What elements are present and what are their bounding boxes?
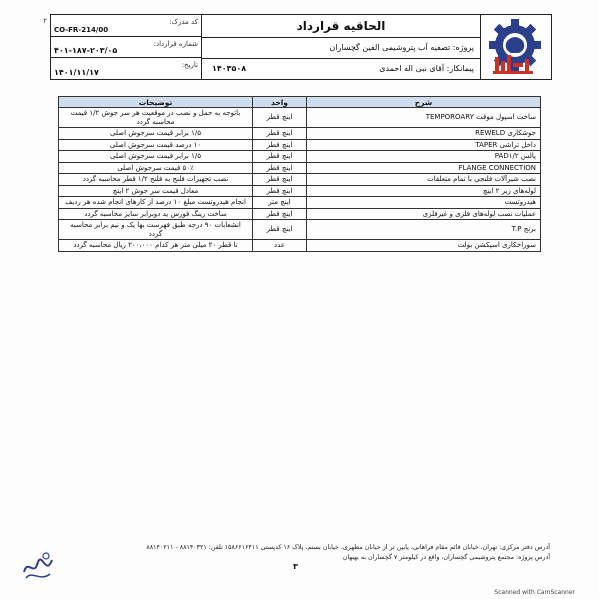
table-row: [59, 128, 541, 140]
row-name: جوشکاری REWELD: [307, 128, 541, 140]
page-marker: ۲: [43, 17, 47, 25]
row-unit: اینچ قطر: [253, 162, 307, 174]
doc-code-label: کد مدرک:: [169, 18, 198, 26]
table-row: [59, 174, 541, 186]
doc-code: CO-FR-214/00: [54, 25, 109, 34]
col-unit-header: واحد: [253, 97, 307, 108]
row-name: سوراخکاری اسپکشن بولت: [307, 240, 541, 252]
date: ۱۴۰۱/۱۱/۱۷: [54, 68, 99, 78]
contract-no: ۱۴۰۳۵۰۸: [212, 64, 247, 73]
row-name: FLANGE CONNECTION: [307, 162, 541, 174]
row-unit: اینچ قطر: [253, 185, 307, 197]
table-row: [59, 162, 541, 174]
row-name: لوله‌های زیر ۲ اینچ: [307, 185, 541, 197]
row-name: عملیات نصب لوله‌های فلزی و غیرفلزی: [307, 208, 541, 220]
row-desc: باتوجه به حمل و نصب در موقعیت هر سر جوش ۱/۲ قیمت محاسبه گردد: [59, 108, 253, 128]
date-label: تاریخ:: [181, 61, 198, 70]
scanner-watermark: Scanned with CamScanner: [494, 589, 575, 596]
row-name: ساخت اسپول موقت TEMPOROARY: [307, 108, 541, 128]
contract-number: ۴۰۱-۱۸۷-۲۰۳/۰۵: [54, 46, 118, 56]
row-name: برنج T.P: [307, 220, 541, 240]
project-address: آدرس پروژه: مجتمع پتروشیمی گچساران، واقع در کیلومتر ۷ گچساران به بهبهان: [342, 554, 550, 561]
table-row: [59, 139, 541, 151]
page-title: الحاقیه قرارداد: [202, 15, 480, 38]
row-desc: تا قطر ۲۰ میلی متر هر کدام ۲۰۰،۰۰۰ ریال محاسبه گردد: [59, 240, 253, 252]
header-meta: [51, 15, 202, 79]
row-unit: اینچ متر: [253, 197, 307, 209]
table-row: [59, 185, 541, 197]
signature-stamp-icon: [20, 548, 56, 584]
row-name: پالس PAD۱/۲: [307, 151, 541, 163]
row-desc: نصب تجهیزات فلنج به فلنج ۱/۲ قطر محاسبه گردد: [59, 174, 253, 186]
doc-code-row: [51, 15, 201, 37]
table-row: [59, 240, 541, 252]
row-desc: ۱/۵ برابر قیمت سرجوش اصلی: [59, 128, 253, 140]
row-desc: ۱۰ درصد قیمت سرجوش اصلی: [59, 139, 253, 151]
company-logo: [480, 15, 551, 79]
row-desc: انجام هیدروتست مبلغ ۱۰ درصد از کارهای انجام شده هر ردیف: [59, 197, 253, 209]
row-unit: اینچ قطر: [253, 139, 307, 151]
row-name: نصب شیرآلات فلنجی با تمام متعلقات: [307, 174, 541, 186]
project-line: پروژه: تصفیه آب پتروشیمی الفین گچساران: [202, 38, 480, 59]
office-address: آدرس دفتر مرکزی: تهران، خیابان قائم مقام فراهانی، پایین تر از خیابان مطهری، خیابان بستم، پلاک ۱۶ کدپستی ۱۵۸۶۶۱۶۴۱۱ تلفن: ۸۸۱۴۰۳۲۱ - ۸۸۱۴۰۲۱۱: [146, 544, 550, 551]
date-row: [51, 58, 201, 79]
row-name: هیدروتست: [307, 197, 541, 209]
row-unit: اینچ قطر: [253, 174, 307, 186]
row-name: داخل تراشی TAPER: [307, 139, 541, 151]
document-header: [50, 14, 552, 80]
row-unit: اینچ قطر: [253, 220, 307, 240]
col-desc-header: توضیحات: [59, 97, 253, 108]
row-unit: اینچ قطر: [253, 151, 307, 163]
row-desc: ساخت رینگ فورس ید دوبرابر سایز محاسبه گردد: [59, 208, 253, 220]
row-unit: اینچ قطر: [253, 108, 307, 128]
table-row: [59, 108, 541, 128]
items-table: [58, 96, 541, 252]
contractor-line: [202, 59, 480, 79]
col-name-header: شرح: [307, 97, 541, 108]
table-row: [59, 220, 541, 240]
page-number: ۳: [293, 562, 298, 571]
row-unit: اینچ قطر: [253, 128, 307, 140]
row-desc: انشعابات ۹۰ درجه طبق فهرست بها یک و نیم برابر محاسبه گردد: [59, 220, 253, 240]
contract-number-row: [51, 37, 201, 59]
row-desc: معادل قیمت سر جوش ۲ اینچ: [59, 185, 253, 197]
footer-addresses: [80, 543, 550, 563]
gear-logo-icon: [481, 15, 551, 79]
row-desc: ۱/۵ برابر قیمت سرجوش اصلی: [59, 151, 253, 163]
row-desc: ۵۰٪ قیمت سرجوش اصلی: [59, 162, 253, 174]
contract-number-label: شماره قرارداد:: [153, 39, 198, 48]
table-header-row: [59, 97, 541, 108]
header-main: [202, 15, 480, 79]
table-row: [59, 208, 541, 220]
contractor-name: پیمانکار: آقای نبی اله احمدی: [379, 64, 474, 73]
row-unit: اینچ قطر: [253, 208, 307, 220]
row-unit: عدد: [253, 240, 307, 252]
table-row: [59, 151, 541, 163]
table-row: [59, 197, 541, 209]
